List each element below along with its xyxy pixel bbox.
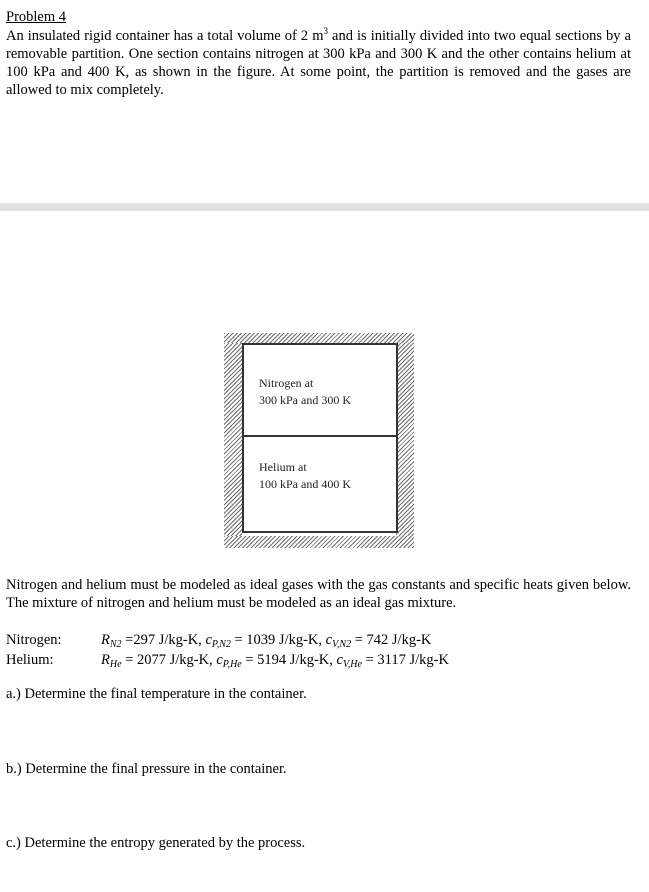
helium-r-value: = 2077 J/kg-K, <box>121 652 217 668</box>
helium-label-line2: 100 kPa and 400 K <box>259 477 351 491</box>
helium-label: Helium: <box>6 652 54 668</box>
helium-cp-value: = 5194 J/kg-K, <box>241 652 337 668</box>
problem-intro <box>6 27 631 99</box>
insulation-hatch-left <box>224 343 242 536</box>
question-c: c.) Determine the entropy generated by the process. <box>6 835 306 851</box>
container-figure <box>224 333 414 548</box>
helium-cv-value: = 3117 J/kg-K <box>361 652 449 668</box>
helium-cp-symbol: c <box>216 652 223 668</box>
page-separator-band <box>0 203 649 211</box>
nitrogen-section-label <box>259 375 351 409</box>
intro-text-a: An insulated rigid container has a total volume of 2 m <box>6 28 324 44</box>
nitrogen-label: Nitrogen: <box>6 632 62 648</box>
nitrogen-cp-subscript: P,N2 <box>211 639 231 650</box>
nitrogen-r-value: =297 J/kg-K, <box>121 632 206 648</box>
helium-cv-subscript: V,He <box>342 659 362 670</box>
nitrogen-cp-value: = 1039 J/kg-K, <box>230 632 326 648</box>
removable-partition <box>244 435 396 437</box>
insulation-hatch-bottom <box>224 536 414 548</box>
helium-r-subscript: He <box>109 659 122 670</box>
helium-label-line1: Helium at <box>259 460 307 474</box>
helium-cp-subscript: P,He <box>222 659 242 670</box>
nitrogen-label-line2: 300 kPa and 300 K <box>259 393 351 407</box>
question-b: b.) Determine the final pressure in the container. <box>6 761 287 777</box>
helium-cv-symbol: c <box>336 652 343 668</box>
insulation-hatch-right <box>396 343 414 536</box>
nitrogen-cv-value: = 742 J/kg-K <box>351 632 432 648</box>
helium-section-label <box>259 459 351 493</box>
nitrogen-cv-symbol: c <box>325 632 333 648</box>
nitrogen-r-subscript: N2 <box>109 639 122 650</box>
nitrogen-label-line1: Nitrogen at <box>259 376 314 390</box>
problem-title: Problem 4 <box>6 9 67 25</box>
rigid-container <box>242 343 398 533</box>
volume-exponent: 3 <box>323 26 328 36</box>
nitrogen-cv-subscript: V,N2 <box>332 639 352 650</box>
helium-properties <box>6 651 449 669</box>
insulation-hatch-top <box>224 333 414 343</box>
model-description: Nitrogen and helium must be modeled as ideal gases with the gas constants and specific heats given below. The mixture of nitrogen and helium must be modeled as an ideal gas mixture. <box>6 577 631 611</box>
nitrogen-properties <box>6 631 431 649</box>
intro-text-b: and is initially divided into two equal sections by a removable partition. One section contains nitrogen at 300 kPa and 300 K and the other contains helium at 100 kPa and 400 K, as shown in the figure. At some point, the partition is removed and the gases are allowed to mix completely. <box>6 28 631 98</box>
nitrogen-cp-symbol: c <box>205 632 212 648</box>
helium-r-symbol: R <box>101 652 110 668</box>
nitrogen-r-symbol: R <box>101 632 110 648</box>
question-a: a.) Determine the final temperature in the container. <box>6 686 307 702</box>
